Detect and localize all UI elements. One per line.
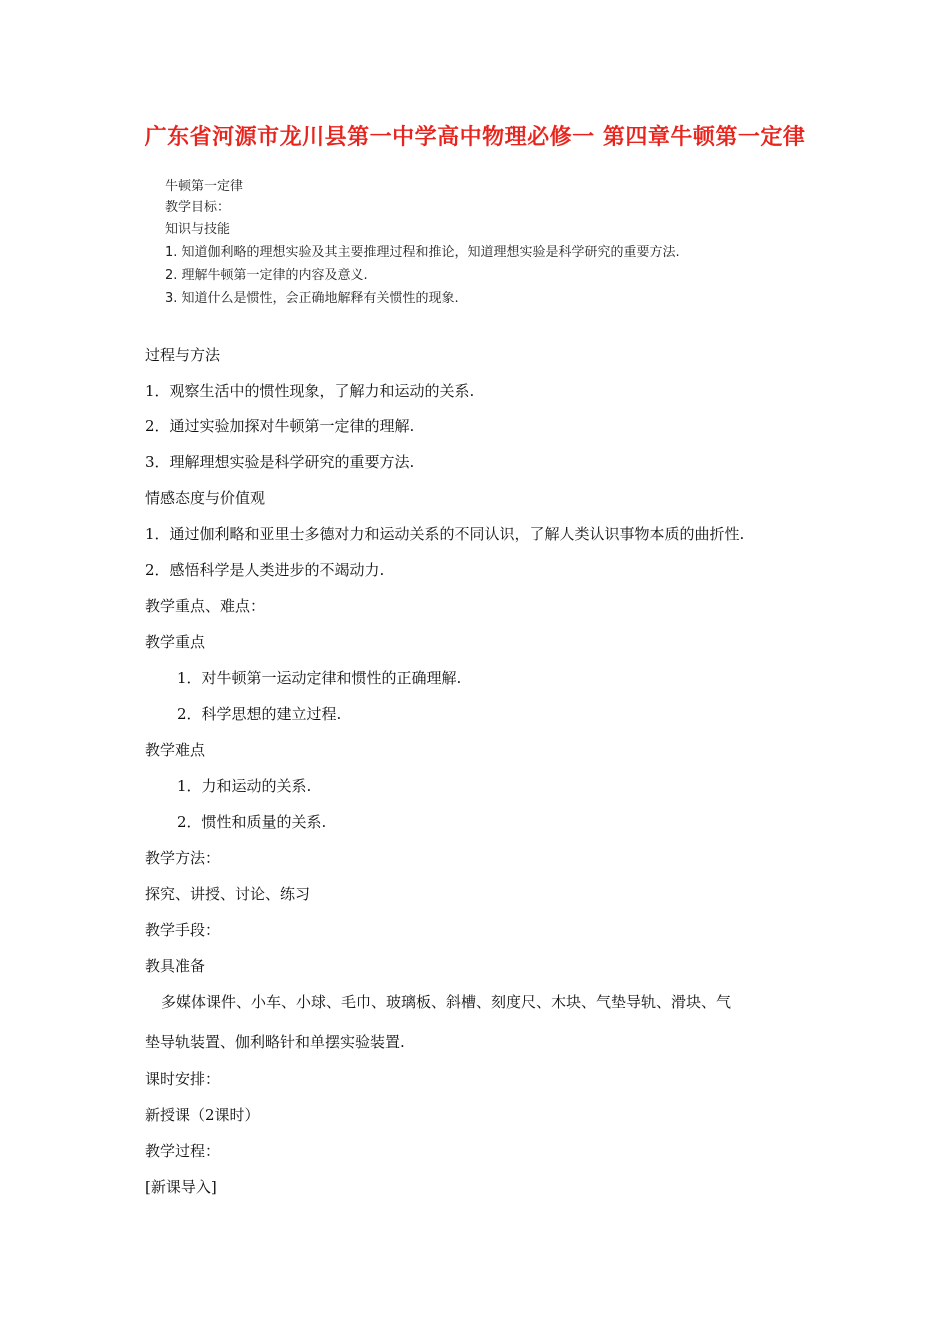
schedule-label: 课时安排： xyxy=(145,1070,221,1088)
scan-heading: 牛顿第一定律 xyxy=(165,179,244,194)
equipment-label: 教具准备 xyxy=(145,957,206,975)
process-label: 教学过程： xyxy=(145,1142,221,1160)
process-item: 3．理解理想实验是科学研究的重要方法. xyxy=(145,453,415,471)
skills-label: 知识与技能 xyxy=(165,222,231,237)
document-title: 广东省河源市龙川县第一中学高中物理必修一 第四章牛顿第一定律 xyxy=(144,125,806,150)
schedule-value: 新授课（2课时） xyxy=(145,1106,260,1124)
skill-item: 1. 知道伽利略的理想实验及其主要推理过程和推论，知道理想实验是科学研究的重要方法. xyxy=(165,245,680,260)
objectives-label: 教学目标： xyxy=(165,200,231,215)
difficult-point-item: 2．惯性和质量的关系. xyxy=(177,813,327,831)
skill-item: 2. 理解牛顿第一定律的内容及意义. xyxy=(165,268,368,283)
difficult-point-item: 1．力和运动的关系. xyxy=(177,777,312,795)
process-item: 2．通过实验加探对牛顿第一定律的理解. xyxy=(145,417,415,435)
skill-item: 3. 知道什么是惯性，会正确地解释有关惯性的现象. xyxy=(165,291,459,306)
key-point-item: 1．对牛顿第一运动定律和惯性的正确理解. xyxy=(177,669,462,687)
key-point-item: 2．科学思想的建立过程. xyxy=(177,705,342,723)
emotion-item: 1．通过伽利略和亚里士多德对力和运动关系的不同认识，了解人类认识事物本质的曲折性. xyxy=(145,525,745,543)
process-method-label: 过程与方法 xyxy=(145,346,221,364)
key-points-label: 教学重点 xyxy=(145,633,206,651)
equipment-line: 多媒体课件、小车、小球、毛巾、玻璃板、斜槽、刻度尺、木块、气垫导轨、滑块、气 xyxy=(161,993,732,1011)
key-difficult-label: 教学重点、难点： xyxy=(145,597,266,615)
emotion-item: 2．感悟科学是人类进步的不竭动力. xyxy=(145,561,385,579)
method-label: 教学方法： xyxy=(145,849,221,867)
emotion-label: 情感态度与价值观 xyxy=(145,489,266,507)
method-value: 探究、讲授、讨论、练习 xyxy=(145,885,311,903)
intro-label: [新课导入] xyxy=(145,1178,217,1196)
means-label: 教学手段： xyxy=(145,921,221,939)
equipment-line: 垫导轨装置、伽利略针和单摆实验装置. xyxy=(145,1033,405,1051)
difficult-points-label: 教学难点 xyxy=(145,741,206,759)
process-item: 1．观察生活中的惯性现象，了解力和运动的关系. xyxy=(145,382,475,400)
